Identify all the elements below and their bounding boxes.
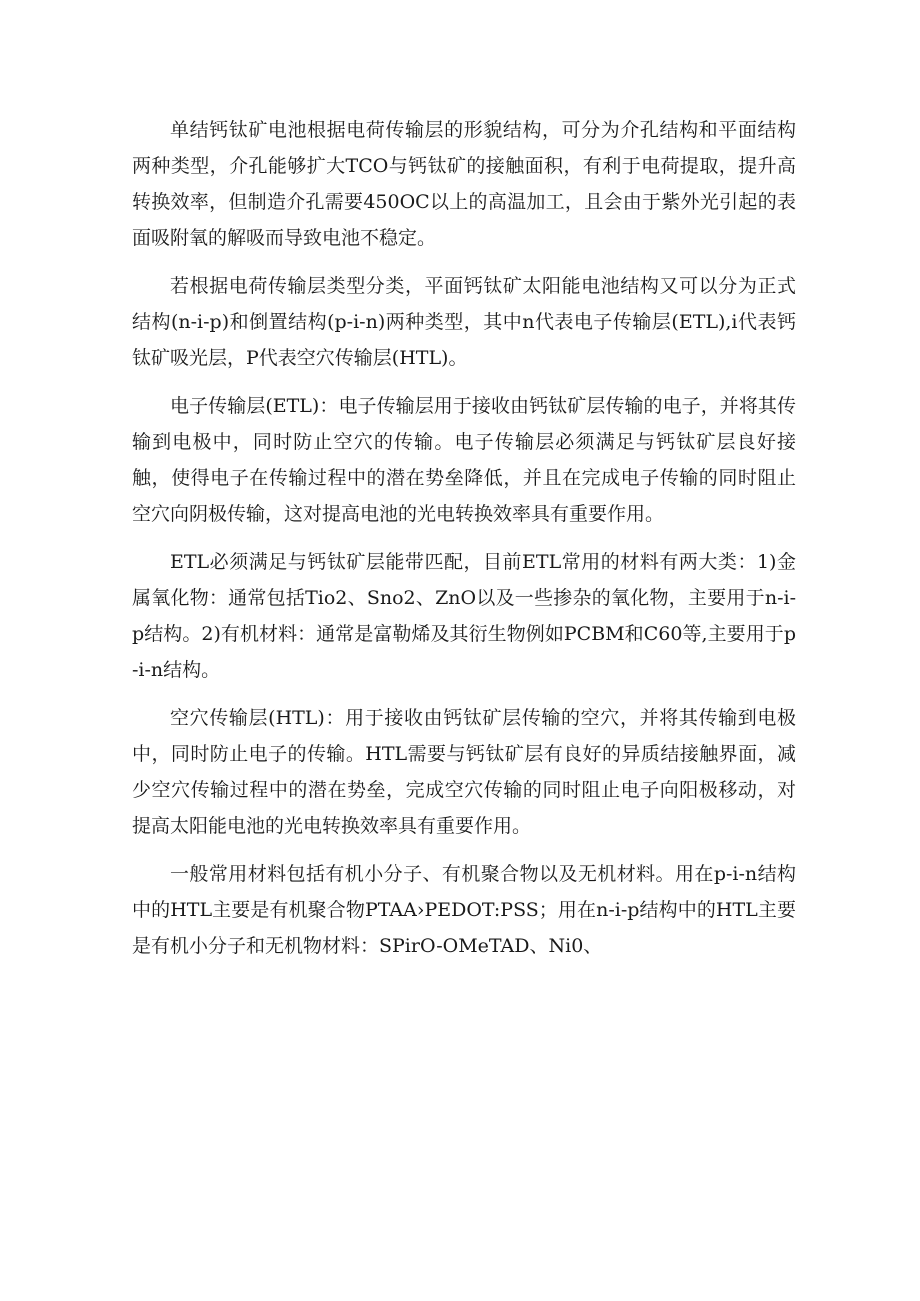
paragraph-etl-materials: ETL必须满足与钙钛矿层能带匹配，目前ETL常用的材料有两大类：1)金属氧化物：通常包括Tio2、Sno2、ZnO以及一些掺杂的氧化物，主要用于n-i-p结构。2)有机材料：通常是富勒烯及其衍生物例如PCBM和C60等,主要用于p-i-n结构。 (132, 551, 796, 681)
paragraph-htl-description: 空穴传输层(HTL)：用于接收由钙钛矿层传输的空穴，并将其传输到电极中，同时防止电子的传输。HTL需要与钙钛矿层有良好的异质结接触界面，减少空穴传输过程中的潜在势垒，完成空穴传输的同时阻止电子向阳极移动，对提高太阳能电池的光电转换效率具有重要作用。 (132, 707, 796, 837)
paragraph-etl-description: 电子传输层(ETL)：电子传输层用于接收由钙钛矿层传输的电子，并将其传输到电极中，同时防止空穴的传输。电子传输层必须满足与钙钛矿层良好接触，使得电子在传输过程中的潜在势垒降低，并且在完成电子传输的同时阻止空穴向阴极传输，这对提高电池的光电转换效率具有重要作用。 (132, 395, 796, 525)
paragraph-transport-layer-classification: 若根据电荷传输层类型分类，平面钙钛矿太阳能电池结构又可以分为正式结构(n-i-p)和倒置结构(p-i-n)两种类型，其中n代表电子传输层(ETL),i代表钙钛矿吸光层，P代表空穴传输层(HTL)。 (132, 275, 796, 369)
paragraph-htl-materials: 一般常用材料包括有机小分子、有机聚合物以及无机材料。用在p-i-n结构中的HTL主要是有机聚合物PTAA›PEDOT:PSS；用在n-i-p结构中的HTL主要是有机小分子和无机物材料：SPirO-OMeTAD、Ni0、 (132, 863, 796, 957)
paragraph-perovskite-structures: 单结钙钛矿电池根据电荷传输层的形貌结构，可分为介孔结构和平面结构两种类型，介孔能够扩大TCO与钙钛矿的接触面积，有利于电荷提取，提升高转换效率，但制造介孔需要450OC以上的高温加工，且会由于紫外光引起的表面吸附氧的解吸而导致电池不稳定。 (132, 119, 796, 249)
document-body (132, 112, 796, 976)
